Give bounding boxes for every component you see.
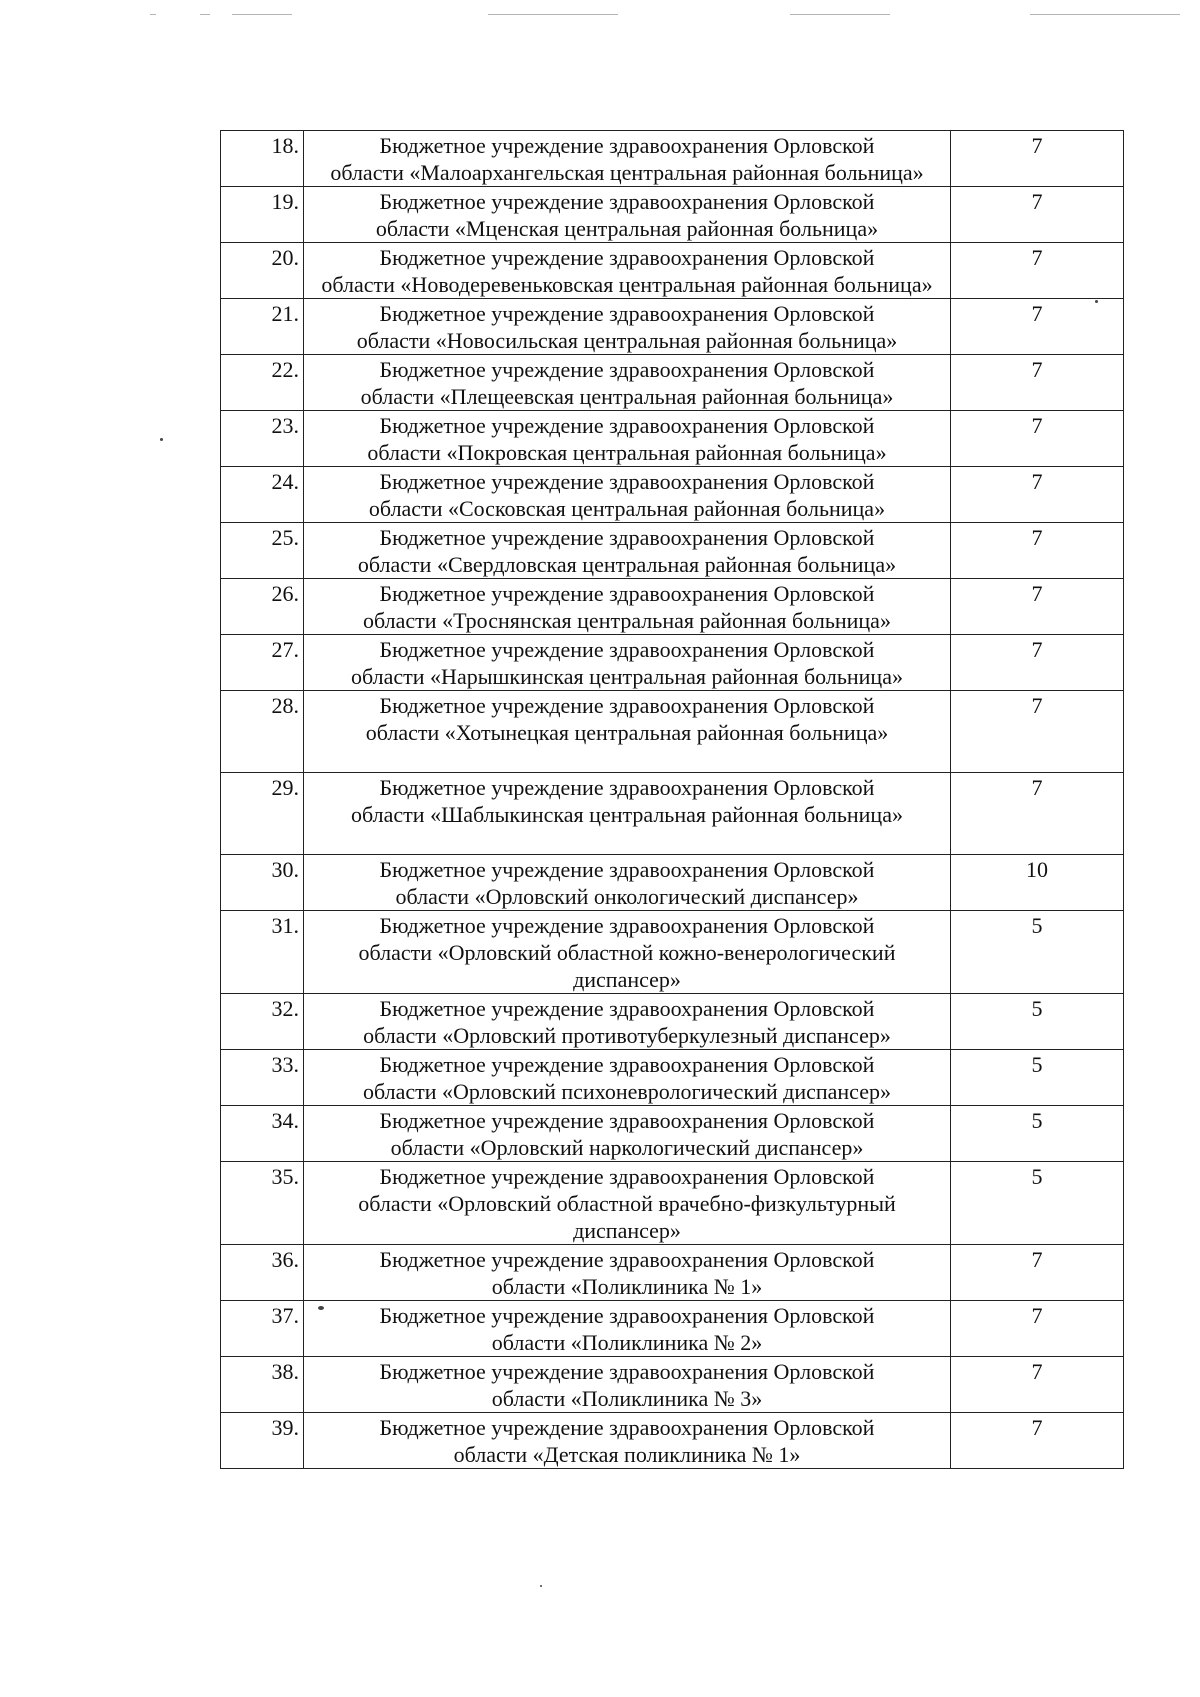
institution-name-cell: [304, 773, 951, 855]
institution-name-cell: [304, 1162, 951, 1245]
row-number: 18.: [221, 131, 304, 187]
table-row: [221, 1357, 1124, 1413]
institution-name-line2: области «Покровская центральная районная больница»: [367, 440, 887, 465]
institution-name-line2: области «Малоархангельская центральная районная больница»: [330, 160, 924, 185]
institutions-table: [220, 130, 1124, 1469]
institution-name-cell: [304, 911, 951, 994]
institution-name-cell: [304, 467, 951, 523]
table-row: [221, 411, 1124, 467]
institution-name-cell: [304, 1357, 951, 1413]
row-value: 7: [951, 773, 1124, 855]
row-value: 7: [951, 187, 1124, 243]
row-number: 38.: [221, 1357, 304, 1413]
row-number: 22.: [221, 355, 304, 411]
institution-name-line2: области «Сосковская центральная районная больница»: [368, 496, 886, 521]
institution-name-line2: области «Мценская центральная районная больница»: [375, 216, 879, 241]
row-value: 7: [951, 523, 1124, 579]
institution-name-line1: Бюджетное учреждение здравоохранения Орловской: [379, 413, 875, 438]
institution-name-line1: Бюджетное учреждение здравоохранения Орловской: [379, 857, 875, 882]
row-value: 5: [951, 994, 1124, 1050]
row-number: 24.: [221, 467, 304, 523]
row-number: 32.: [221, 994, 304, 1050]
institution-name-cell: [304, 355, 951, 411]
institution-name-line1: Бюджетное учреждение здравоохранения Орловской: [379, 1415, 875, 1440]
institution-name-line2: области «Поликлиника № 2»: [491, 1330, 763, 1355]
row-value: 5: [951, 1162, 1124, 1245]
table-row: [221, 243, 1124, 299]
institution-name-line2: области «Орловский противотуберкулезный диспансер»: [363, 1023, 891, 1048]
row-number: 39.: [221, 1413, 304, 1469]
table-row: [221, 1106, 1124, 1162]
institution-name-line2: области «Орловский областной кожно-венерологический диспансер»: [358, 940, 896, 992]
institution-name-cell: [304, 691, 951, 773]
table-row: [221, 467, 1124, 523]
institution-name-cell: [304, 299, 951, 355]
institution-name-line2: области «Троснянская центральная районная больница»: [363, 608, 891, 633]
row-number: 33.: [221, 1050, 304, 1106]
table-row: [221, 1301, 1124, 1357]
institution-name-cell: [304, 131, 951, 187]
row-number: 35.: [221, 1162, 304, 1245]
institution-name-line1: Бюджетное учреждение здравоохранения Орловской: [379, 133, 875, 158]
row-value: 10: [951, 855, 1124, 911]
row-value: 7: [951, 635, 1124, 691]
institution-name-line1: Бюджетное учреждение здравоохранения Орловской: [379, 581, 875, 606]
table-row: [221, 635, 1124, 691]
institution-name-cell: [304, 187, 951, 243]
row-number: 29.: [221, 773, 304, 855]
table-row: [221, 855, 1124, 911]
row-value: 7: [951, 1357, 1124, 1413]
table-row: [221, 994, 1124, 1050]
institution-name-line2: области «Орловский онкологический диспансер»: [395, 884, 859, 909]
table-row: [221, 1245, 1124, 1301]
institution-name-line1: Бюджетное учреждение здравоохранения Орловской: [379, 1359, 875, 1384]
institution-name-line1: Бюджетное учреждение здравоохранения Орловской: [379, 1108, 875, 1133]
row-value: 7: [951, 1301, 1124, 1357]
institution-name-cell: [304, 1050, 951, 1106]
institution-name-cell: [304, 579, 951, 635]
institution-name-line1: Бюджетное учреждение здравоохранения Орловской: [379, 1247, 875, 1272]
institution-name-line2: области «Поликлиника № 3»: [491, 1386, 763, 1411]
row-value: 7: [951, 467, 1124, 523]
row-value: 7: [951, 579, 1124, 635]
institution-name-line1: Бюджетное учреждение здравоохранения Орловской: [379, 469, 875, 494]
institution-name-line1: Бюджетное учреждение здравоохранения Орловской: [379, 775, 875, 800]
institution-name-cell: [304, 411, 951, 467]
table-row: [221, 523, 1124, 579]
row-value: 5: [951, 1050, 1124, 1106]
institution-name-cell: [304, 1301, 951, 1357]
institution-name-line2: области «Орловский психоневрологический диспансер»: [363, 1079, 891, 1104]
row-number: 26.: [221, 579, 304, 635]
institution-name-line2: области «Шаблыкинская центральная районная больница»: [351, 802, 903, 827]
table-row: [221, 187, 1124, 243]
institution-name-cell: [304, 1106, 951, 1162]
institution-name-line1: Бюджетное учреждение здравоохранения Орловской: [379, 1164, 875, 1189]
table-row: [221, 1413, 1124, 1469]
row-value: 7: [951, 1245, 1124, 1301]
row-number: 37.: [221, 1301, 304, 1357]
scan-artifact-line: [200, 14, 210, 15]
table-row: [221, 579, 1124, 635]
row-value: 7: [951, 411, 1124, 467]
row-value: 7: [951, 131, 1124, 187]
table-row: [221, 131, 1124, 187]
scan-artifact-line: [790, 14, 890, 15]
scan-artifact-line: [1030, 14, 1180, 15]
row-value: 7: [951, 243, 1124, 299]
institution-name-line2: области «Хотынецкая центральная районная больница»: [365, 720, 889, 745]
row-value: 7: [951, 299, 1124, 355]
row-value: 5: [951, 911, 1124, 994]
institution-name-line1: Бюджетное учреждение здравоохранения Орловской: [379, 913, 875, 938]
row-number: 23.: [221, 411, 304, 467]
institution-name-cell: [304, 523, 951, 579]
institution-name-line2: области «Детская поликлиника № 1»: [453, 1442, 801, 1467]
scan-artifact-line: [488, 14, 618, 15]
row-value: 7: [951, 691, 1124, 773]
institution-name-cell: [304, 994, 951, 1050]
scan-artifact-line: [150, 14, 156, 15]
row-value: 5: [951, 1106, 1124, 1162]
row-number: 21.: [221, 299, 304, 355]
institution-name-line1: Бюджетное учреждение здравоохранения Орловской: [379, 996, 875, 1021]
institution-name-line1: Бюджетное учреждение здравоохранения Орловской: [379, 301, 875, 326]
institution-name-line2: области «Орловский областной врачебно-физкультурный диспансер»: [358, 1191, 896, 1243]
table-row: [221, 299, 1124, 355]
table-row: [221, 911, 1124, 994]
institution-name-line1: Бюджетное учреждение здравоохранения Орловской: [379, 525, 875, 550]
institution-name-line1: Бюджетное учреждение здравоохранения Орловской: [379, 189, 875, 214]
row-number: 28.: [221, 691, 304, 773]
institution-name-cell: [304, 1245, 951, 1301]
row-number: 36.: [221, 1245, 304, 1301]
institution-name-line2: области «Поликлиника № 1»: [491, 1274, 763, 1299]
institution-name-line1: Бюджетное учреждение здравоохранения Орловской: [379, 1052, 875, 1077]
institution-name-cell: [304, 243, 951, 299]
institution-name-line2: области «Новосильская центральная районная больница»: [356, 328, 898, 353]
institution-name-line2: области «Нарышкинская центральная районная больница»: [351, 664, 903, 689]
table-row: [221, 691, 1124, 773]
row-number: 34.: [221, 1106, 304, 1162]
institution-name-line2: области «Плещеевская центральная районная больница»: [360, 384, 894, 409]
institution-name-cell: [304, 635, 951, 691]
row-number: 30.: [221, 855, 304, 911]
scan-artifact-dot: [540, 1585, 542, 1587]
scan-artifact-dot: [160, 438, 163, 441]
institution-name-line1: Бюджетное учреждение здравоохранения Орловской: [379, 693, 875, 718]
row-number: 27.: [221, 635, 304, 691]
institution-name-line1: Бюджетное учреждение здравоохранения Орловской: [379, 637, 875, 662]
institution-name-cell: [304, 1413, 951, 1469]
row-number: 25.: [221, 523, 304, 579]
scan-artifact-line: [232, 14, 292, 15]
table-row: [221, 1162, 1124, 1245]
table-row: [221, 773, 1124, 855]
row-value: 7: [951, 1413, 1124, 1469]
row-number: 20.: [221, 243, 304, 299]
institution-name-line1: Бюджетное учреждение здравоохранения Орловской: [379, 357, 875, 382]
institution-name-line1: Бюджетное учреждение здравоохранения Орловской: [379, 1303, 875, 1328]
row-value: 7: [951, 355, 1124, 411]
institution-name-line2: области «Свердловская центральная районная больница»: [357, 552, 897, 577]
row-number: 19.: [221, 187, 304, 243]
table-row: [221, 355, 1124, 411]
institution-name-cell: [304, 855, 951, 911]
institution-name-line2: области «Орловский наркологический диспансер»: [390, 1135, 864, 1160]
row-number: 31.: [221, 911, 304, 994]
table-row: [221, 1050, 1124, 1106]
institution-name-line2: области «Новодеревеньковская центральная районная больница»: [321, 272, 933, 297]
institution-name-line1: Бюджетное учреждение здравоохранения Орловской: [379, 245, 875, 270]
